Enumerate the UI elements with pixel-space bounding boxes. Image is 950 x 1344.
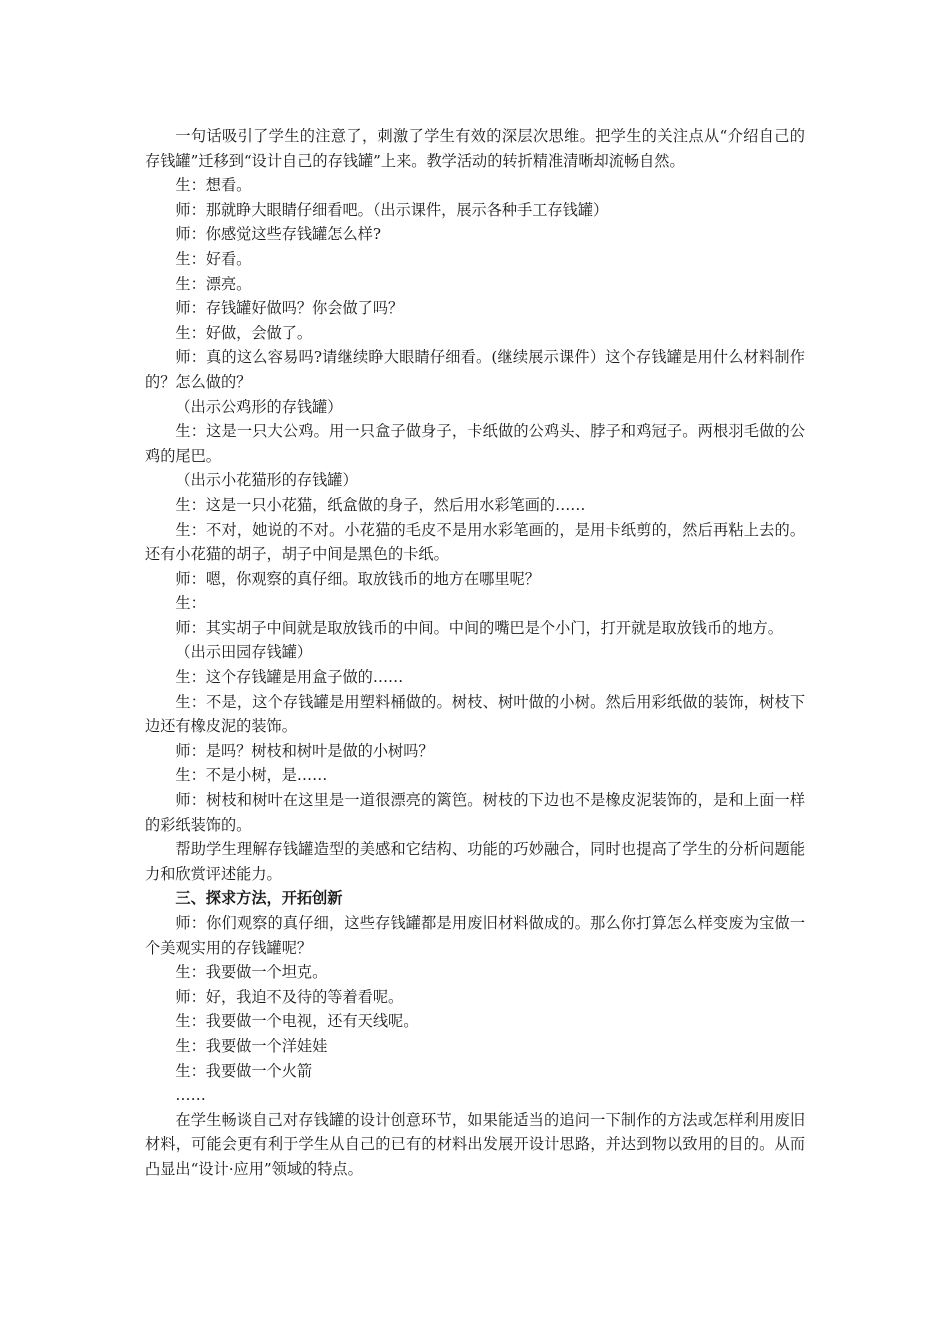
stage-direction: （出示小花猫形的存钱罐） [175, 471, 358, 490]
dialogue-line: 师：好，我迫不及待的等着看呢。 [175, 987, 404, 1006]
dialogue-line: 生：好做，会做了。 [175, 323, 313, 342]
paragraph: 一句话吸引了学生的注意了，刺激了学生有效的深层次思维。把学生的关注点从“介绍自己的存钱罐”迁移到“设计自己的存钱罐”上来。教学活动的转折精准清晰却流畅自然。 [145, 127, 805, 170]
dialogue-line: 生：不是小树，是…… [175, 766, 328, 785]
dialogue-line: 生：这是一只小花猫，纸盒做的身子，然后用水彩笔画的…… [175, 495, 586, 514]
dialogue-line: 生：这是一只大公鸡。用一只盒子做身子，卡纸做的公鸡头、脖子和鸡冠子。两根羽毛做的公鸡的尾巴。 [145, 422, 805, 465]
dialogue-line: 生：这个存钱罐是用盒子做的…… [175, 668, 404, 687]
section-heading: 三、探求方法，开拓创新 [175, 889, 343, 908]
stage-direction: （出示田园存钱罐） [175, 643, 313, 662]
dialogue-line: 生：我要做一个洋娃娃 [175, 1036, 328, 1055]
stage-direction: （出示公鸡形的存钱罐） [175, 397, 343, 416]
dialogue-line: 生： [175, 594, 206, 613]
dialogue-line: 生：好看。 [175, 249, 252, 268]
dialogue-line: 生：我要做一个电视，还有天线呢。 [175, 1012, 419, 1031]
document-page [145, 124, 805, 1182]
dialogue-line: 师：其实胡子中间就是取放钱币的中间。中间的嘴巴是个小门，打开就是取放钱币的地方。 [175, 618, 783, 637]
dialogue-line: 生：漂亮。 [175, 274, 252, 293]
paragraph: 帮助学生理解存钱罐造型的美感和它结构、功能的巧妙融合，同时也提高了学生的分析问题能力和欣赏评述能力。 [145, 840, 805, 883]
dialogue-line: 师：真的这么容易吗?请继续睁大眼睛仔细看。(继续展示课件）这个存钱罐是用什么材料制作的？怎么做的？ [145, 348, 805, 391]
dialogue-line: 生：不是，这个存钱罐是用塑料桶做的。树枝、树叶做的小树。然后用彩纸做的装饰，树枝下边还有橡皮泥的装饰。 [145, 692, 805, 736]
dialogue-line: 生：想看。 [175, 176, 252, 195]
dialogue-line: 师：那就睁大眼睛仔细看吧。（出示课件，展示各种手工存钱罐） [175, 200, 609, 219]
dialogue-line: 生：不对，她说的不对。小花猫的毛皮不是用水彩笔画的，是用卡纸剪的，然后再粘上去的。还有小花猫的胡子，胡子中间是黑色的卡纸。 [145, 520, 805, 564]
dialogue-line: 师：存钱罐好做吗？你会做了吗？ [175, 299, 404, 318]
dialogue-line: 师：你们观察的真仔细，这些存钱罐都是用废旧材料做成的。那么你打算怎么样变废为宝做一个美观实用的存钱罐呢？ [145, 914, 805, 957]
dialogue-line: 师：嗯，你观察的真仔细。取放钱币的地方在哪里呢？ [175, 569, 540, 588]
dialogue-line: 师：是吗？树枝和树叶是做的小树吗？ [175, 741, 434, 760]
paragraph: 在学生畅谈自己对存钱罐的设计创意环节，如果能适当的追问一下制作的方法或怎样利用废旧材料，可能会更有利于学生从自己的已有的材料出发展开设计思路，并达到物以致用的目的。从而凸显出“设计·应用”领域的特点。 [145, 1110, 805, 1178]
dialogue-line: 师：树枝和树叶在这里是一道很漂亮的篱笆。树枝的下边也不是橡皮泥装饰的，是和上面一样的彩纸装饰的。 [145, 791, 805, 834]
dialogue-line: 生：我要做一个坦克。 [175, 963, 328, 982]
dialogue-line: 生：我要做一个火箭 [175, 1061, 313, 1080]
ellipsis-line: …… [175, 1086, 206, 1105]
dialogue-line: 师：你感觉这些存钱罐怎么样? [175, 225, 381, 244]
